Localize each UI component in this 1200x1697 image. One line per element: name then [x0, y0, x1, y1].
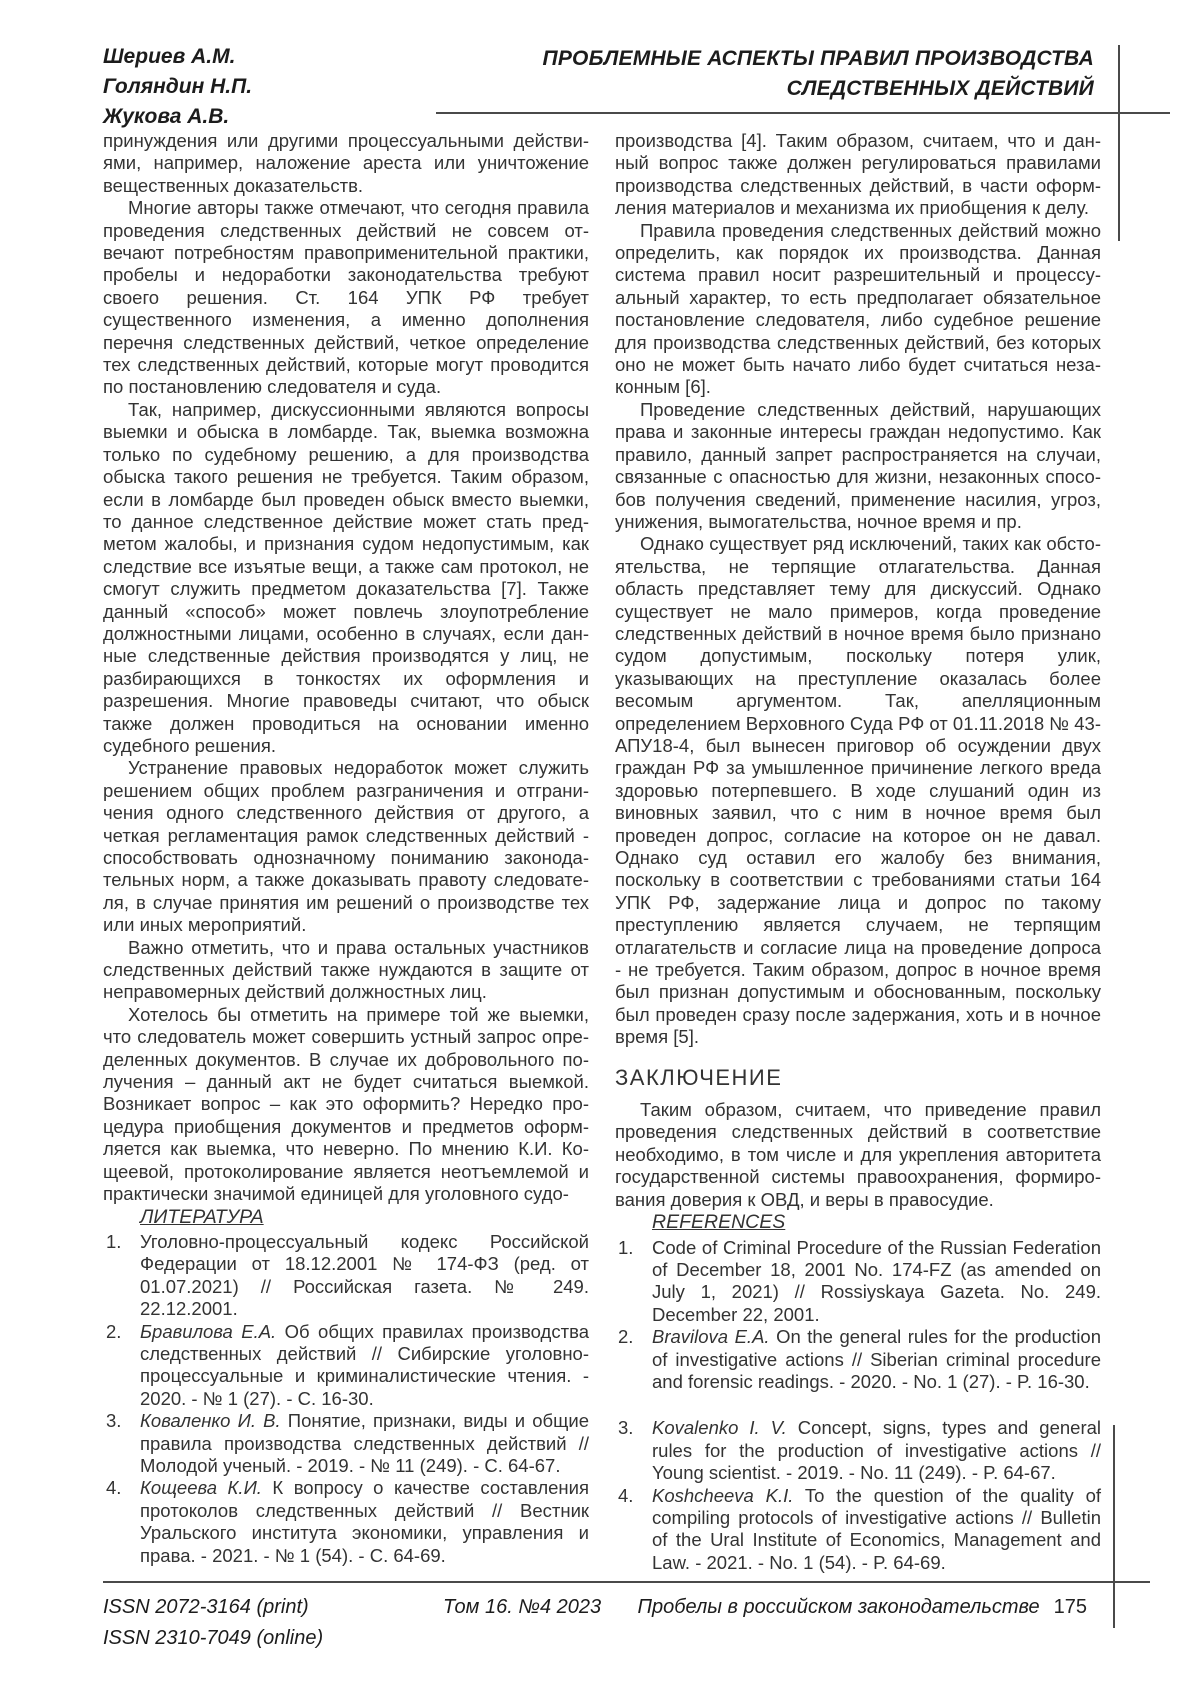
body-paragraph: принуждения или другими процессуальными действиями, например, наложение ареста или уничтожение вещественных доказательств. — [103, 130, 589, 196]
references-list — [615, 1237, 1101, 1575]
item-number: 2. — [106, 1320, 122, 1342]
footer-volume: Том 16. №4 2023 — [443, 1596, 602, 1618]
right-margin-rule-top — [1118, 45, 1120, 241]
body-paragraph: Хотелось бы отметить на примере той же выемки, что следователь может совершить устный запрос определенных документов. В случае их добровольного получения – данный акт не будет считаться выемкой. Возникает вопрос – как это оформить? Нередко процедура приобщения документов и предметов оформляется как выемка, что неверно. По мнению К.И. Кощеевой, протоколирование является неотъемлемой и практически значимой единицей для уголовного судо- — [103, 1003, 589, 1205]
two-column-text — [103, 130, 1102, 1573]
right-column — [615, 130, 1102, 1573]
item-text: Уголовно-процессуальный кодекс Российской Федерации от 18.12.2001 № 174-ФЗ (ред. от 01.07.2021) // Российская газета. № 249. 22.12.2001. — [140, 1230, 589, 1320]
author-name: Жукова А.В. — [103, 105, 230, 128]
item-text: Code of Criminal Procedure of the Russian Federation of December 18, 2001 No. 174-FZ (as amended on July 1, 2021) // Rossiyskaya Gazeta. No. 249. December 22, 2001. — [652, 1236, 1101, 1325]
reference-item — [615, 1237, 1101, 1327]
item-text: On the general rules for the production of investigative actions // Siberian criminal procedure and forensic readings. - 2020. - No. 1 (27). - P. 16-30. — [652, 1326, 1102, 1392]
references-heading: REFERENCES — [652, 1211, 786, 1234]
body-paragraph: Проведение следственных действий, нарушающих права и законные интересы граждан недопустимо. Как правило, данный запрет распространяется на случаи, связанные с опасностью для жизни, незаконных способов получения сведений, применение насилия, угроз, унижения, вымогательства, ночное время и пр. — [615, 398, 1101, 532]
author-block — [103, 42, 252, 132]
item-text: Об общих правилах производства следственных действий // Сибирские уголовно-процессуальные и криминалистические чтения. - 2020. - № 1 (27). - С. 16-30. — [140, 1320, 589, 1409]
item-number: 1. — [106, 1230, 122, 1252]
item-number: 1. — [618, 1236, 634, 1258]
item-number: 3. — [106, 1410, 122, 1432]
item-number: 4. — [106, 1477, 122, 1499]
item-author: Коваленко И. В. — [140, 1410, 281, 1432]
item-author: Koshcheeva K.I. — [652, 1484, 794, 1506]
body-paragraph: производства [4]. Таким образом, считаем, что и данный вопрос также должен регулироваться правилами производства следственных действий, в части оформления материалов и механизма их приобщения к делу. — [615, 130, 1101, 219]
body-paragraph: Однако существует ряд исключений, таких как обстоятельства, не терпящие отлагательства. Данная область представляет тему для дискуссий. Однако существует не мало примеров, когда проведение следственных действий в ночное время было признано судом допустимым, поскольку потеря улик, указывающих на преступление оказалась более весомым аргументом. Так, апелляционным определением Верховного Суда РФ от 01.11.2018 № 43-АПУ18-4, был вынесен приговор об осуждении двух граждан РФ за умышленное причинение легкого вреда здоровью потерпевшего. В ходе слушаний один из виновных заявил, что с ним в ночное время был проведен допрос, согласие на которое он не давал. Однако суд оставил его жалобу без внимания, поскольку в соответствии с требованиями статьи 164 УПК РФ, задержание лица и допрос по такому преступлению является случаем, не терпящим отлагательств и согласие лица на проведение допроса - не требуется. Таким образом, допрос в ночное время был признан допустимым и обоснованным, поскольку был проведен сразу после задержания, хоть и в ночное время [5]. — [615, 533, 1102, 1048]
literature-section — [103, 1206, 589, 1568]
page-number: 175 — [1053, 1596, 1087, 1618]
issn-print: ISSN 2072-3164 (print) — [103, 1596, 309, 1618]
item-text: К вопросу о качестве составления протоколов следственных действий // Вестник Уральского института экономики, управления и права. - 2021. - № 1 (54). - С. 64-69. — [140, 1477, 589, 1566]
footer — [103, 1592, 1100, 1664]
left-column — [103, 130, 589, 1566]
item-text: To the question of the quality of compiling protocols of investigative actions // Bulletin of the Ural Institute of Economics, Management and Law. - 2021. - No. 1 (54). - P. 64-69. — [652, 1484, 1101, 1573]
literature-item — [103, 1321, 589, 1411]
literature-list — [103, 1231, 589, 1567]
issn-online: ISSN 2310-7049 (online) — [103, 1627, 324, 1649]
item-text: Concept, signs, types and general rules for the production of investigative actions // Young scientist. - 2019. - No. 11 (249). - P. 64-67. — [652, 1417, 1101, 1484]
item-number: 3. — [618, 1417, 634, 1439]
literature-item — [103, 1477, 589, 1567]
author-name: Шериев А.М. — [103, 45, 236, 68]
journal-title: Пробелы в российском законодательстве — [637, 1596, 1040, 1618]
body-paragraph: Многие авторы также отмечают, что сегодня правила проведения следственных действий не совсем отвечают потребностям правоприменительной практики, пробелы и недоработки законодательства требуют своего решения. Ст. 164 УПК РФ требует существенного изменения, а именно дополнения перечня следственных действий, четкое определение тех следственных действий, которые могут проводится по постановлению следователя и суда. — [103, 197, 589, 398]
reference-item — [615, 1417, 1101, 1484]
body-paragraph: Так, например, дискуссионными являются вопросы выемки и обыска в ломбарде. Так, выемка возможна только по судебному решению, а для производства обыска такого решения не требуется. Таким образом, если в ломбарде был проведен обыск вместо выемки, то данное следственное действие может стать предметом жалобы, и признания судом недопустимым, как следствие все изъятые вещи, а также сам протокол, не смогут служить предметом доказательства [7]. Также данный «способ» может повлечь злоупотребление должностными лицами, особенно в случаях, если данные следственные действия производятся у лиц, не разбирающихся в тонкостях их оформления и разрешения. Многие правоведы считают, что обыск также должен проводиться на основании именно судебного решения. — [103, 398, 589, 756]
literature-heading: ЛИТЕРАТУРА — [140, 1205, 264, 1228]
conclusion-paragraph: Таким образом, считаем, что приведение правил проведения следственных действий в соответствие необходимо, в том числе и для укрепления авторитета государственной системы правоохранения, формирования доверия к ОВД, и веры в правосудие. — [615, 1099, 1101, 1210]
item-number: 2. — [618, 1326, 634, 1348]
paper-title-line: ПРОБЛЕМНЫЕ АСПЕКТЫ ПРАВИЛ ПРОИЗВОДСТВА — [542, 47, 1094, 70]
item-author: Bravilova E.A. — [652, 1326, 770, 1348]
references-section — [615, 1211, 1101, 1574]
item-author: Бравилова Е.А. — [140, 1320, 277, 1342]
footer-rule — [103, 1581, 1150, 1583]
reference-item — [615, 1485, 1101, 1575]
item-number: 4. — [618, 1484, 634, 1506]
header-rule — [436, 112, 1170, 114]
body-paragraph: Важно отметить, что и права остальных участников следственных действий также нуждаются в защите от неправомерных действий должностных лиц. — [103, 936, 589, 1003]
body-paragraph: Правила проведения следственных действий можно определить, как порядок их производства. Данная система правил носит разрешительный и процессуальный характер, то есть предполагает обязательное постановление следователя, либо судебное решение для производства следственных действий, без которых оно не может быть начато либо будет считаться незаконным [6]. — [615, 219, 1101, 398]
item-author: Kovalenko I. V. — [652, 1417, 787, 1439]
right-margin-rule-bottom — [1113, 1425, 1115, 1628]
paper-title-line: СЛЕДСТВЕННЫХ ДЕЙСТВИЙ — [786, 77, 1094, 100]
item-author: Кощеева К.И. — [140, 1477, 262, 1499]
reference-item — [615, 1326, 1101, 1393]
footer-journal-block — [638, 1592, 1087, 1623]
conclusion-heading: ЗАКЛЮЧЕНИЕ — [615, 1064, 783, 1090]
footer-issn-block — [103, 1592, 323, 1654]
item-text: Понятие, признаки, виды и общие правила производства следственных действий // Молодой ученый. - 2019. - № 11 (249). - С. 64-67. — [140, 1410, 589, 1476]
author-name: Голяндин Н.П. — [103, 75, 253, 98]
paper-title — [543, 44, 1094, 104]
body-paragraph: Устранение правовых недоработок может служить решением общих проблем разграничения и отграничения одного следственного действия от другого, а четкая регламентация рамок следственных действий - способствовать однозначному пониманию законодательных норм, а также доказывать правоту следователя, в случае принятия им решений о производстве тех или иных мероприятий. — [103, 757, 589, 936]
literature-item — [103, 1231, 589, 1321]
literature-item — [103, 1410, 589, 1477]
